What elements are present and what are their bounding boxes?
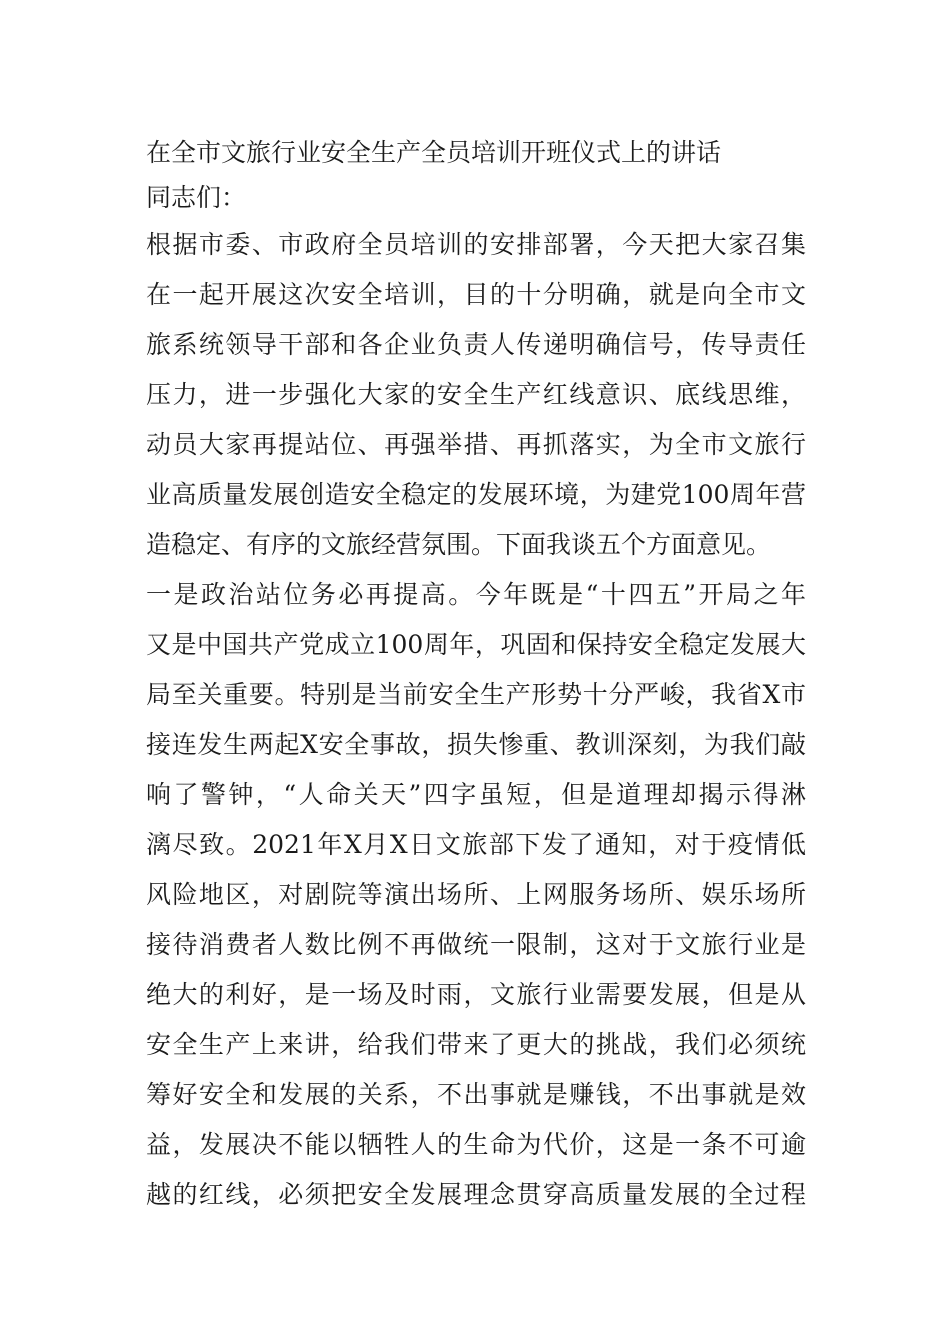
text-line: 接待消费者人数比例不再做统一限制，这对于文旅行业是 [146, 930, 806, 959]
text-line: 造稳定、有序的文旅经营氛围。下面我谈五个方面意见。 [146, 530, 772, 559]
text-line: 局至关重要。特别是当前安全生产形势十分严峻，我省X市 [146, 680, 806, 709]
text-line: 安全生产上来讲，给我们带来了更大的挑战，我们必须统 [146, 1030, 806, 1059]
text-line: 动员大家再提站位、再强举措、再抓落实，为全市文旅行 [146, 430, 806, 459]
text-line: 风险地区，对剧院等演出场所、上网服务场所、娱乐场所 [146, 880, 806, 909]
text-line: 筹好安全和发展的关系，不出事就是赚钱，不出事就是效 [146, 1080, 806, 1109]
text-line: 压力，进一步强化大家的安全生产红线意识、底线思维， [146, 380, 806, 409]
text-line: 越的红线，必须把安全发展理念贯穿高质量发展的全过程 [146, 1180, 806, 1209]
text-line: 绝大的利好，是一场及时雨，文旅行业需要发展，但是从 [146, 980, 806, 1009]
paragraph-political-stance [146, 570, 806, 1220]
text-line: 业高质量发展创造安全稳定的发展环境，为建党100周年营 [146, 480, 806, 509]
text-line: 接连发生两起X安全事故，损失惨重、教训深刻，为我们敲 [146, 730, 806, 759]
document-title: 在全市文旅行业安全生产全员培训开班仪式上的讲话 [146, 138, 722, 167]
text-line: 响了警钟，“人命关天”四字虽短，但是道理却揭示得淋 [146, 780, 806, 809]
text-line: 益，发展决不能以牺牲人的生命为代价，这是一条不可逾 [146, 1130, 806, 1159]
text-line: 在一起开展这次安全培训，目的十分明确，就是向全市文 [146, 280, 806, 309]
paragraph-intro [146, 220, 806, 570]
text-line: 旅系统领导干部和各企业负责人传递明确信号，传导责任 [146, 330, 806, 359]
text-line: 一是政治站位务必再提高。今年既是“十四五”开局之年 [146, 580, 806, 609]
text-line: 根据市委、市政府全员培训的安排部署，今天把大家召集 [146, 230, 806, 259]
text-line: 又是中国共产党成立100周年，巩固和保持安全稳定发展大 [146, 630, 806, 659]
document-body [146, 130, 806, 1220]
text-line: 漓尽致。2021年X月X日文旅部下发了通知，对于疫情低 [146, 830, 806, 859]
greeting-line: 同志们： [146, 183, 247, 212]
